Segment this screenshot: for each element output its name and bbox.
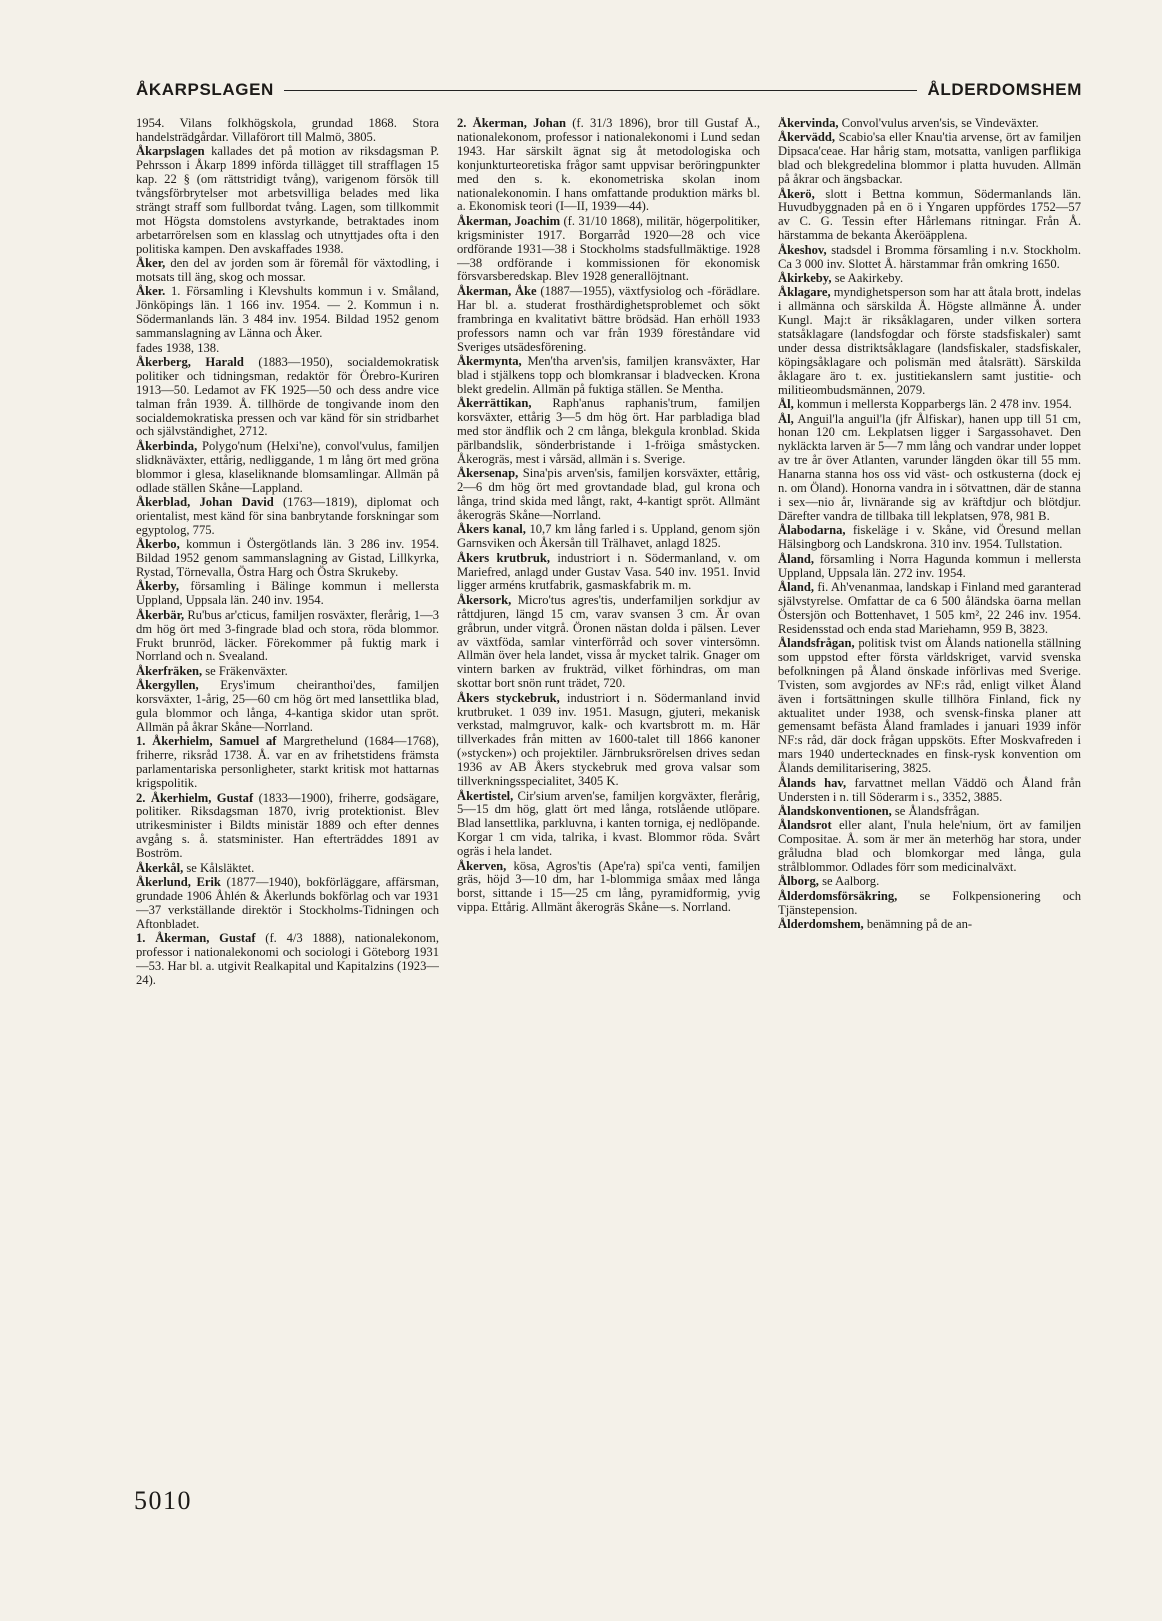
- dictionary-entry: [457, 355, 760, 397]
- dictionary-entry: [457, 594, 760, 691]
- dictionary-entry: [457, 860, 760, 916]
- dictionary-entry: [136, 440, 439, 496]
- dictionary-entry: [778, 524, 1081, 552]
- dictionary-entry: [778, 244, 1081, 272]
- entry-headword: Åkers kanal,: [457, 522, 526, 537]
- entry-headword: Åkerkål,: [136, 860, 184, 875]
- dictionary-entry: [457, 467, 760, 523]
- entry-text: se Folkpensionering och Tjänstepension.: [778, 888, 1081, 917]
- entry-text: Ru'bus ar'cticus, familjen rosväxter, flerårig, 1—3 dm hög ört med 3-fingrade blad och stora, röda blommor. Frukt brunröd, läcker. Förekommer på fuktig mark i Norrland och n. Svealand.: [136, 607, 439, 664]
- dictionary-entry: [136, 932, 439, 988]
- dictionary-entry: [136, 792, 439, 862]
- dictionary-entry: [457, 523, 760, 551]
- entry-text: farvattnet mellan Väddö och Åland från Understen i n. till Söderarm i s., 3352, 3885.: [778, 775, 1081, 804]
- entry-text: Sina'pis arven'sis, familjen korsväxter, ettårig, 2—6 dm hög ört med grovtandade blad, gul krona och långa, trind skida med långt, rakt, 4-kantigt spröt. Allmänt åkerogräs Skåne—Norrland.: [457, 466, 760, 522]
- entry-text: industriort i n. Södermanland invid krutbruket. 1 039 inv. 1951. Masugn, gjuteri, mekanisk verkstad, malmgruvor, kalk- och kvartsbrott m. m. Här tillverkades från mitten av 1600-talet till 1866 kanoner (»stycken») och projektiler. Järnbruksrörelsen drives sedan 1936 av AB Åkers styckebruk med grova valsar som tillverkningsspecialitet, 3405 K.: [457, 690, 760, 789]
- entry-text: (1833—1900), friherre, godsägare, politiker. Riksdagsman 1870, ivrig protektionist. Blev utrikesminister i Bildts ministär 1889 och efter dennes avgång s. å. statsminister. Han efterträddes 1891 av Boström.: [136, 790, 439, 861]
- entry-headword: Åkarpslagen: [136, 144, 205, 159]
- entry-headword: 2. Åkerhielm, Gustaf: [136, 790, 254, 805]
- entry-text: stadsdel i Bromma församling i n.v. Stockholm. Ca 3 000 inv. Slottet Å. härstammar från omkring 1650.: [778, 242, 1081, 271]
- entry-text: kommun i mellersta Kopparbergs län. 2 478 inv. 1954.: [793, 397, 1072, 412]
- dictionary-entry: [136, 285, 439, 341]
- dictionary-entry: [457, 552, 760, 594]
- entry-headword: Åkerberg, Harald: [136, 354, 244, 369]
- dictionary-entry: [457, 790, 760, 860]
- entry-headword: Ålandsfrågan,: [778, 636, 855, 651]
- entry-text: se Kålsläktet.: [183, 860, 255, 875]
- header-left-word: ÅKARPSLAGEN: [136, 80, 274, 99]
- dictionary-entry: [136, 580, 439, 608]
- dictionary-entry: [457, 692, 760, 789]
- entry-text: fi. Ah'venanmaa, landskap i Finland med garanterad självstyrelse. Omfattar de ca 6 500 åländska öarna mellan Östersjön och Bottenhavet, 1 505 km², 22 246 inv. 1954. Residensstad och enda stad Mariehamn, 959 B, 3823.: [778, 579, 1081, 636]
- entry-headword: Ål,: [778, 397, 794, 412]
- entry-headword: Åkerven,: [457, 858, 507, 873]
- entry-headword: Åkerbär,: [136, 607, 185, 622]
- entry-headword: Åkerfräken,: [136, 663, 203, 678]
- entry-text: församling i Bälinge kommun i mellersta Uppland, Uppsala län. 240 inv. 1954.: [136, 579, 439, 608]
- entry-text: politisk tvist om Ålands nationella ställning som uppstod efter första världskriget, varvid svenska befolkningen på Åland önskade införlivas med Sverige. Tvisten, som avgjordes av NF:s råd, enligt vilket Åland även i fortsättningen skulle tillhöra Finland, fick ny aktualitet under 1938, och svensk-finska planer att gemensamt befästa Åland framlades i januari 1939 inför NF:s råd, där dock frågan uppsköts. Efter Moskvafreden i mars 1940 undertecknades en finsk-rysk konvention om Ålands demilitarisering, 3825.: [778, 636, 1081, 776]
- entry-headword: Åkertistel,: [457, 788, 514, 803]
- dictionary-entry: [778, 777, 1081, 805]
- dictionary-entry: [136, 257, 439, 285]
- entry-text: (1763—1819), diplomat och orientalist, mest känd för sina banbrytande forskningar som egyptolog, 775.: [136, 494, 439, 537]
- dictionary-entry: [457, 215, 760, 285]
- entry-text: Micro'tus agres'tis, underfamiljen sorkdjur av råttdjuren, längd 15 cm, varav svansen 3 cm. Är ovan gråbrun, under vitgrå. Öronen nästan dolda i pälsen. Lever av växtföda, samlar vinterförråd och sover vintersömn. Allmän över hela landet, vissa år mycket talrik. Gnager om vintern barken av frukträd, vilket förhindras, om man skottar bort snön runt trädet, 720.: [457, 592, 760, 691]
- entry-headword: Ålabodarna,: [778, 523, 846, 538]
- entry-text: se Ålandsfrågan.: [891, 803, 980, 818]
- entry-text: (f. 31/3 1896), bror till Gustaf Å., nationalekonom, professor i nationalekonomi i Lund sedan 1943. Har särskilt ägnat sig åt metodologiska och konjunkturteoretiska frågor samt uppvisar beröringpunkter med den s. k. ekonometriska skolan inom nationalekonomin. I hans omfattande produktion märks bl. a. Ekonomisk teori (I—II, 1939—44).: [457, 117, 760, 214]
- entry-text: Cir'sium arven'se, familjen korgväxter, flerårig, 5—15 dm hög, glatt ört med långa, rotslående utlöpare. Blad lansettlika, parkluvna, i kanten torniga, ej nedlöpande. Korgar 1 cm vida, talrika, i kvast. Blommor röda. Svårt ogräs i hela landet.: [457, 788, 760, 859]
- entry-text: (f. 31/10 1868), militär, högerpolitiker, krigsminister 1917. Borgarråd 1920—28 och vice ordförande 1931—38 i Stockholms stadsfullmäktige. 1928—38 ordförande i kommissionen för ekonomisk försvarsberedskap. Blev 1928 generallöjtnant.: [457, 213, 760, 284]
- column-2: [457, 117, 760, 1437]
- entry-headword: Ålandsrot: [778, 818, 832, 833]
- dictionary-entry: [778, 188, 1081, 244]
- dictionary-entry: [457, 285, 760, 355]
- dictionary-entry: [778, 286, 1081, 397]
- entry-text: (1877—1940), bokförläggare, affärsman, grundade 1906 Åhlén & Åkerlunds bokförlag och var 1931—37 verkställande direktör i Stockholms-Tidningen och Aftonbladet.: [136, 874, 439, 931]
- entry-text: Scabio'sa eller Knau'tia arvense, ört av familjen Dipsaca'ceae. Har hårig stam, motsatta, vanligen parflikiga blad och blekgredelina blommor i platta huvuden. Allmän på åkrar och ängsbackar.: [778, 130, 1081, 187]
- dictionary-entry: [136, 145, 439, 256]
- dictionary-entry: [136, 876, 439, 932]
- entry-headword: Åkergyllen,: [136, 678, 199, 693]
- entry-headword: Åkersenap,: [457, 466, 519, 481]
- entry-headword: Åklagare,: [778, 285, 831, 300]
- entry-text: (1887—1955), växtfysiolog och -förädlare. Har bl. a. studerat frosthärdighetsproblemet och sökt frambringa en kvalitativt bättre brödsäd. Han erhöll 1933 professors namn och var från 1939 föreståndare vid Sveriges utsädesförening.: [457, 283, 760, 354]
- entry-headword: Åkervädd,: [778, 130, 836, 145]
- entry-text: kommun i Östergötlands län. 3 286 inv. 1954. Bildad 1952 genom sammanslagning av Gistad, Lillkyrka, Rystad, Törnevalla, Östra Harg och Östra Skrukeby.: [136, 537, 439, 579]
- dictionary-entry: [778, 875, 1081, 889]
- entry-text: industriort i n. Södermanland, v. om Mariefred, anlagd under Gustav Vasa. 540 inv. 1951. Invid ligger arméns krutfabrik, gasmaskfabrik m. m.: [457, 550, 760, 593]
- dictionary-entry: [778, 272, 1081, 286]
- entry-headword: Åkerbo,: [136, 537, 180, 552]
- entry-headword: Ålderdomsförsäkring,: [778, 888, 898, 903]
- entry-headword: Ålandskonventionen,: [778, 803, 892, 818]
- entry-headword: Åkerby,: [136, 579, 180, 594]
- entry-text: myndighetsperson som har att åtala brott, indelas i allmänna och särskilda Å. Högste allmänne Å. under Kungl. Maj:t är riksåklagaren, under vilken sortera statsåklagare (landsfogdar och förste stadsfiskaler) samt under dessa distriktsåklagare (landsfiskaler, stadsfiskaler, köpingsåklagare och polismän med åtalsrätt). Särskilda åklagare äro t. ex. justitiekanslern samt justitie- och militieombudsmännen, 2079.: [778, 285, 1081, 397]
- entry-headword: Åker.: [136, 284, 166, 299]
- entry-headword: Åkers krutbruk,: [457, 550, 551, 565]
- entry-text: benämning på de an-: [863, 917, 973, 932]
- dictionary-entry: [778, 890, 1081, 918]
- entry-text: (f. 4/3 1888), nationalekonom, professor i nationalekonomi och sociologi i Göteborg 1931—53. Har bl. a. utgivit Realkapital und Kapitalzins (1923—24).: [136, 931, 439, 987]
- dictionary-entry: [136, 609, 439, 665]
- entry-text: kallades det på motion av riksdagsman P. Pehrsson i Åkarp 1899 införda tillägget till strafflagen 15 kap. 22 § (om rättstridigt tvång), varigenom försök till tvångsförbrytelser mot arbetsvilliga belades med lika strängt straff som fullbordat tvång. Lagen, som tillkommit mot Högsta domstolens avstyrkande, betraktades inom arbetarrörelsen som en klasslag och utnyttjades ofta i den politiska kampen. Den avskaffades 1938.: [136, 144, 439, 256]
- entry-headword: Åkerö,: [778, 186, 815, 201]
- entry-headword: Åland,: [778, 579, 815, 594]
- entry-headword: 1. Åkerman, Gustaf: [136, 931, 256, 946]
- entry-text: 10,7 km lång farled i s. Uppland, genom sjön Garnsviken och Åkersån till Trälhavet, anlagd 1825.: [457, 522, 760, 551]
- entry-headword: Ålands hav,: [778, 775, 847, 790]
- dictionary-entry: [136, 665, 439, 679]
- entry-headword: Åkerlund, Erik: [136, 874, 221, 889]
- entry-headword: Åker,: [136, 256, 166, 271]
- dictionary-entry: [136, 735, 439, 791]
- entry-text: Margrethelund (1684—1768), friherre, riksråd 1738. Å. var en av frihetstidens främsta parlamentariska personligheter, starkt kritisk mot hattarnas krigspolitik.: [136, 734, 439, 791]
- running-header: [136, 78, 1082, 102]
- entry-headword: Åkirkeby,: [778, 270, 832, 285]
- entry-headword: Åkeshov,: [778, 242, 827, 257]
- dictionary-entry: [136, 356, 439, 439]
- dictionary-entry: [778, 553, 1081, 581]
- dictionary-entry: [136, 496, 439, 538]
- text-columns: [136, 117, 1082, 1437]
- entry-text: (1883—1950), socialdemokratisk politiker och tidningsman, redaktör för Örebro-Kuriren 1913—50. Ledamot av FK 1925—50 och dess andre vice talman från 1939. Å. tillhörde de tongivande inom den socialdemokratiska pressen och var känd för sin stridbarhet och självständighet, 2712.: [136, 354, 439, 439]
- entry-text: 1. Församling i Klevshults kommun i v. Småland, Jönköpings län. 1 166 inv. 1954. — 2. Kommun i n. Södermanlands län. 3 484 inv. 1954. Bildad 1952 genom sammanslagning av Länna och Åker.: [136, 284, 439, 341]
- entry-text: eller alant, I'nula hele'nium, ört av familjen Compositae. Å. som är mer än meterhög har stora, under gråludna blad och blomkorgar med långa, gula strålblommor. Odlades förr som medicinalväxt.: [778, 818, 1081, 875]
- entry-text: kösa, Agros'tis (Ape'ra) spi'ca venti, familjen gräs, höjd 3—10 dm, har 1-blommiga småax med långa borst, sittande i 15—25 cm lång, pyramidformig, yvig vippa. Ettårig. Allmänt åkerogräs Skåne—s. Norrland.: [457, 858, 760, 915]
- dictionary-entry: [136, 342, 439, 356]
- entry-headword: Åkerblad, Johan David: [136, 494, 274, 509]
- entry-text: fades 1938, 138.: [136, 340, 220, 355]
- entry-headword: Åkermynta,: [457, 353, 522, 368]
- entry-headword: Åkers styckebruk,: [457, 690, 560, 705]
- entry-headword: 1. Åkerhielm, Samuel af: [136, 734, 277, 749]
- entry-headword: Åkersork,: [457, 592, 512, 607]
- entry-headword: Åkervinda,: [778, 117, 839, 130]
- entry-text: den del av jorden som är föremål för växtodling, i motsats till äng, skog och mossar.: [136, 256, 439, 284]
- entry-headword: Åland,: [778, 551, 815, 566]
- header-right-word: ÅLDERDOMSHEM: [927, 80, 1082, 99]
- dictionary-entry: [457, 117, 760, 214]
- dictionary-entry: [136, 117, 439, 145]
- dictionary-entry: [136, 862, 439, 876]
- entry-text: församling i Norra Hagunda kommun i mellersta Uppland, Uppsala län. 272 inv. 1954.: [778, 551, 1081, 580]
- dictionary-entry: [778, 581, 1081, 637]
- entry-headword: Ål,: [778, 411, 794, 426]
- dictionary-entry: [778, 117, 1081, 131]
- entry-text: se Fräkenväxter.: [202, 663, 288, 678]
- dictionary-entry: [778, 805, 1081, 819]
- entry-text: Anguil'la anguil'la (jfr Ålfiskar), hanen upp till 51 cm, honan 120 cm. Lekplatsen ligger i Sargassohavet. Den nykläckta larven är 5—7 mm lång och vandrar under loppet av tre år över Atlanten, varunder längden ökar till 55 mm. Hanarna stanna hos oss vid väst- och ostkusterna (dock ej n. om Öland). Honorna vandra in i sötvattnen, där de stanna i sex—nio år, livnärande sig av kräftdjur och blötdjur. Därefter vandra de tillbaka till lekplatsen, 978, 981 B.: [778, 411, 1081, 523]
- dictionary-entry: [778, 398, 1081, 412]
- entry-text: Polygo'num (Helxi'ne), convol'vulus, familjen slidknäväxter, ettårig, nedliggande, 1 m lång ört med gröna blommor i glesa, klaseliknande blomsamlingar. Allmän på odlade ställen Skåne—Lappland.: [136, 438, 439, 495]
- column-1: [136, 117, 439, 1437]
- entry-text: se Aalborg.: [818, 874, 880, 889]
- header-rule: [284, 90, 918, 91]
- dictionary-entry: [136, 538, 439, 580]
- dictionary-entry: [136, 679, 439, 735]
- entry-text: Men'tha arven'sis, familjen kransväxter, Har blad i stjälkens topp och blomkransar i bladvecken. Krona blekt gredelin. Allmän på fuktiga ställen. Se Mentha.: [457, 353, 760, 396]
- column-3: [778, 117, 1081, 1437]
- entry-headword: Åkerrättikan,: [457, 396, 532, 411]
- dictionary-entry: [457, 397, 760, 467]
- dictionary-entry: [778, 131, 1081, 187]
- entry-text: slott i Bettna kommun, Södermanlands län. Huvudbyggnaden på en ö i Yngaren uppfördes 1752—57 av C. G. Tessin efter Hårlemans ritningar. Från Å. härstamma de bekanta Åkeröäpplena.: [778, 186, 1081, 243]
- entry-headword: 2. Åkerman, Johan: [457, 117, 567, 130]
- dictionary-entry: [778, 819, 1081, 875]
- dictionary-entry: [778, 918, 1081, 932]
- entry-headword: Ålderdomshem,: [778, 917, 864, 932]
- page-number: 5010: [134, 1486, 192, 1515]
- entry-headword: Åkerman, Joachim: [457, 213, 561, 228]
- entry-headword: Åkerbinda,: [136, 438, 198, 453]
- entry-headword: Åkerman, Åke: [457, 283, 537, 298]
- entry-text: 1954. Vilans folkhögskola, grundad 1868. Stora handelsträdgårdar. Villaförort till Malmö, 3805.: [136, 117, 439, 144]
- entry-headword: Ålborg,: [778, 874, 819, 889]
- entry-text: se Aakirkeby.: [831, 270, 904, 285]
- entry-text: Convol'vulus arven'sis, se Vindeväxter.: [838, 117, 1039, 130]
- dictionary-entry: [778, 637, 1081, 776]
- dictionary-entry: [778, 413, 1081, 524]
- entry-text: Raph'anus raphanis'trum, familjen korsväxter, ettårig 3—5 dm hög ört. Har parbladiga blad med stor ändflik och 2 cm långa, blekgula kronblad. Skida pärlbandslik, sönderbristande i 1-fröiga småstycken. Åkerogräs, mest i vårsäd, allmän i s. Sverige.: [457, 396, 760, 466]
- entry-text: Erys'imum cheiranthoi'des, familjen korsväxter, 1-årig, 25—60 cm hög ört med lansettlika blad, gula blommor och långa, 4-kantiga skidor utan spröt. Allmän på åkrar Skåne—Norrland.: [136, 678, 439, 734]
- entry-text: fiskeläge i v. Skåne, vid Öresund mellan Hälsingborg och Landskrona. 310 inv. 1954. Tullstation.: [778, 523, 1081, 552]
